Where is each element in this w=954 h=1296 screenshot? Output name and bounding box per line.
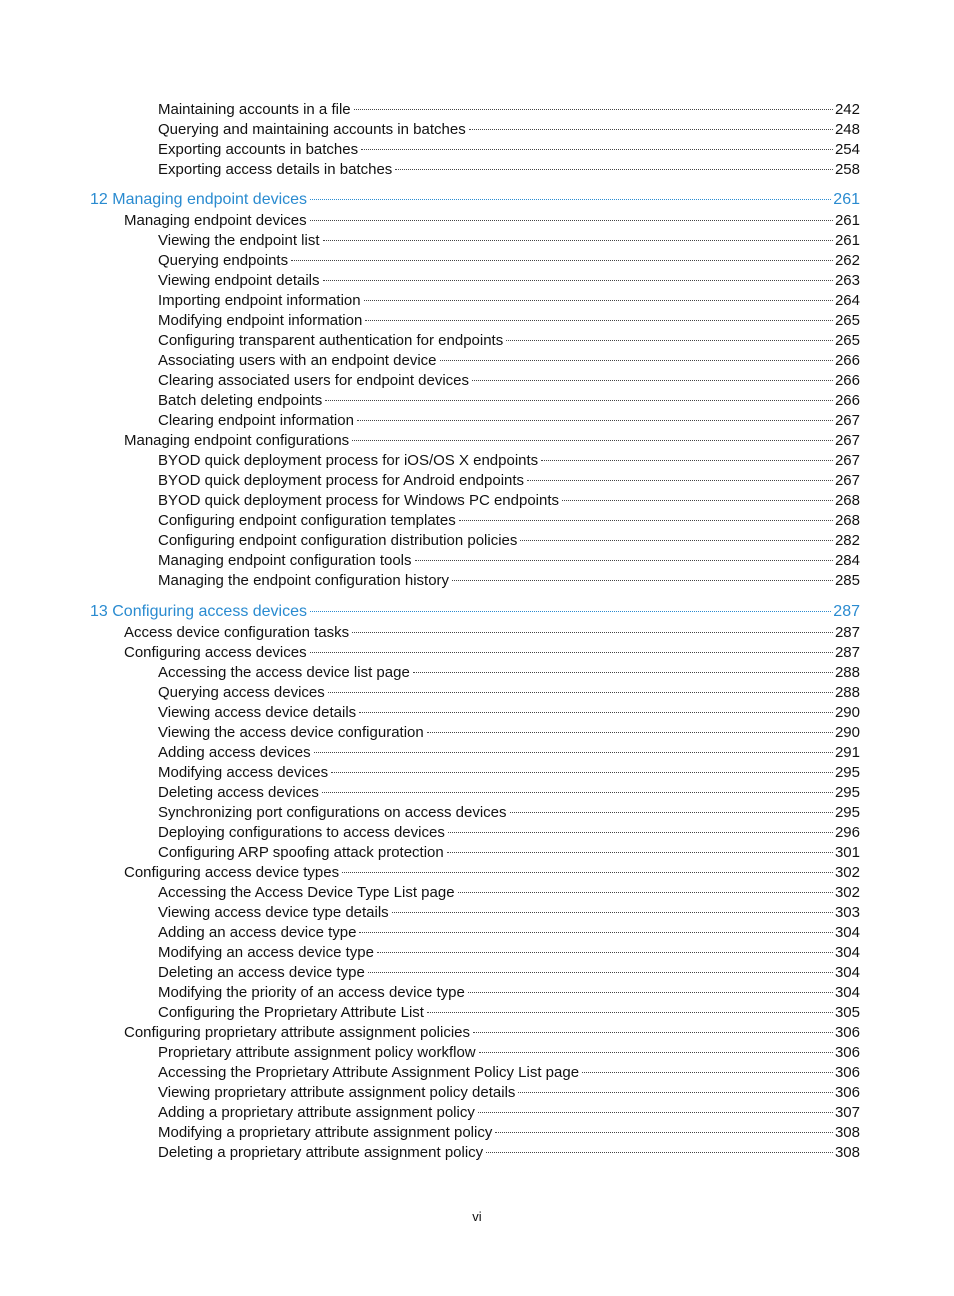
toc-subsection-entry[interactable]	[90, 511, 860, 531]
toc-dot-leader	[310, 199, 831, 200]
toc-entry-title: Deploying configurations to access devices	[158, 824, 445, 841]
toc-subsection-entry[interactable]	[90, 683, 860, 703]
toc-subsection-entry[interactable]	[90, 571, 860, 591]
toc-entry-title: Configuring ARP spoofing attack protection	[158, 844, 444, 861]
toc-entry-page: 261	[833, 191, 860, 208]
toc-subsection-entry[interactable]	[90, 531, 860, 551]
toc-subsection-entry[interactable]	[90, 351, 860, 371]
toc-subsection-entry[interactable]	[90, 663, 860, 683]
toc-entry-title: Accessing the access device list page	[158, 664, 410, 681]
toc-entry-title: 13 Configuring access devices	[90, 603, 308, 620]
toc-dot-leader	[518, 1092, 833, 1093]
toc-dot-leader	[415, 560, 833, 561]
toc-subsection-entry[interactable]	[90, 843, 860, 863]
toc-entry-title: Adding an access device type	[158, 924, 357, 941]
toc-entry-title: Configuring endpoint configuration distribution policies	[158, 532, 518, 549]
toc-subsection-entry[interactable]	[90, 763, 860, 783]
toc-subsection-entry[interactable]	[90, 100, 860, 120]
toc-entry-page: 288	[834, 684, 860, 701]
toc-subsection-entry[interactable]	[90, 1083, 860, 1103]
toc-dot-leader	[352, 632, 833, 633]
toc-entry-page: 284	[834, 552, 860, 569]
toc-entry-page: 303	[834, 904, 860, 921]
toc-dot-leader	[469, 129, 833, 130]
toc-dot-leader	[395, 169, 833, 170]
toc-section-entry[interactable]	[90, 1023, 860, 1043]
toc-dot-leader	[520, 540, 833, 541]
toc-entry-title: BYOD quick deployment process for iOS/OS X endpoints	[158, 452, 539, 469]
toc-entry-title: Importing endpoint information	[158, 292, 361, 309]
toc-dot-leader	[458, 892, 833, 893]
toc-entry-title: Managing endpoint configuration tools	[158, 552, 412, 569]
toc-entry-page: 267	[834, 412, 860, 429]
toc-entry-page: 302	[834, 884, 860, 901]
toc-entry-page: 258	[834, 161, 860, 178]
toc-entry-title: Clearing endpoint information	[158, 412, 354, 429]
toc-section-entry[interactable]	[90, 643, 860, 663]
toc-entry-page: 290	[834, 724, 860, 741]
toc-entry-title: Access device configuration tasks	[124, 624, 350, 641]
toc-dot-leader	[323, 240, 833, 241]
toc-dot-leader	[562, 500, 833, 501]
toc-entry-page: 254	[834, 141, 860, 158]
toc-entry-title: Viewing access device details	[158, 704, 357, 721]
toc-entry-page: 301	[834, 844, 860, 861]
toc-entry-title: Configuring proprietary attribute assignment policies	[124, 1024, 471, 1041]
toc-entry-page: 295	[834, 784, 860, 801]
toc-entry-page: 306	[834, 1084, 860, 1101]
toc-subsection-entry[interactable]	[90, 120, 860, 140]
toc-entry-page: 242	[834, 101, 860, 118]
toc-chapter-heading[interactable]	[90, 601, 860, 623]
toc-entry-title: Querying and maintaining accounts in batches	[158, 121, 466, 138]
toc-dot-leader	[325, 400, 833, 401]
toc-dot-leader	[323, 280, 833, 281]
toc-entry-page: 287	[833, 603, 860, 620]
toc-chapter-heading[interactable]	[90, 189, 860, 211]
toc-dot-leader	[359, 932, 833, 933]
toc-entry-title: Viewing proprietary attribute assignment policy details	[158, 1084, 516, 1101]
toc-entry-page: 291	[834, 744, 860, 761]
toc-entry-title: Configuring endpoint configuration templates	[158, 512, 456, 529]
toc-dot-leader	[368, 972, 833, 973]
toc-subsection-entry[interactable]	[90, 140, 860, 160]
toc-dot-leader	[322, 792, 833, 793]
toc-entry-title: Querying endpoints	[158, 252, 289, 269]
toc-entry-title: Modifying access devices	[158, 764, 329, 781]
toc-entry-title: 12 Managing endpoint devices	[90, 191, 308, 208]
toc-entry-page: 304	[834, 964, 860, 981]
toc-subsection-entry[interactable]	[90, 311, 860, 331]
toc-dot-leader	[447, 852, 833, 853]
toc-subsection-entry[interactable]	[90, 451, 860, 471]
toc-dot-leader	[365, 320, 833, 321]
toc-entry-title: Exporting accounts in batches	[158, 141, 359, 158]
toc-subsection-entry[interactable]	[90, 803, 860, 823]
toc-dot-leader	[427, 1012, 833, 1013]
toc-entry-page: 267	[834, 452, 860, 469]
toc-entry-title: Accessing the Proprietary Attribute Assignment Policy List page	[158, 1064, 580, 1081]
toc-entry-page: 287	[834, 624, 860, 641]
toc-subsection-entry[interactable]	[90, 271, 860, 291]
toc-dot-leader	[357, 420, 833, 421]
toc-subsection-entry[interactable]	[90, 371, 860, 391]
toc-entry-page: 288	[834, 664, 860, 681]
toc-entry-page: 296	[834, 824, 860, 841]
toc-entry-title: Associating users with an endpoint device	[158, 352, 437, 369]
toc-dot-leader	[510, 812, 833, 813]
toc-entry-page: 295	[834, 804, 860, 821]
toc-entry-title: Viewing endpoint details	[158, 272, 320, 289]
toc-entry-title: Modifying a proprietary attribute assignment policy	[158, 1124, 493, 1141]
toc-entry-title: BYOD quick deployment process for Windows PC endpoints	[158, 492, 560, 509]
toc-subsection-entry[interactable]	[90, 331, 860, 351]
toc-entry-page: 261	[834, 232, 860, 249]
toc-entry-page: 262	[834, 252, 860, 269]
toc-dot-leader	[459, 520, 833, 521]
toc-entry-title: Managing endpoint configurations	[124, 432, 350, 449]
toc-entry-page: 268	[834, 492, 860, 509]
toc-entry-title: Configuring the Proprietary Attribute List	[158, 1004, 424, 1021]
toc-entry-page: 265	[834, 312, 860, 329]
toc-subsection-entry[interactable]	[90, 903, 860, 923]
toc-section-entry[interactable]	[90, 863, 860, 883]
toc-dot-leader	[506, 340, 833, 341]
toc-entry-title: Modifying an access device type	[158, 944, 374, 961]
toc-entry-title: Maintaining accounts in a file	[158, 101, 351, 118]
toc-entry-page: 265	[834, 332, 860, 349]
toc-entry-title: Batch deleting endpoints	[158, 392, 323, 409]
toc-entry-page: 290	[834, 704, 860, 721]
toc-subsection-entry[interactable]	[90, 963, 860, 983]
toc-entry-page: 304	[834, 944, 860, 961]
toc-dot-leader	[541, 460, 833, 461]
toc-entry-title: Adding a proprietary attribute assignment policy	[158, 1104, 475, 1121]
toc-subsection-entry[interactable]	[90, 1143, 860, 1163]
toc-dot-leader	[448, 832, 833, 833]
toc-entry-page: 267	[834, 472, 860, 489]
toc-dot-leader	[479, 1052, 833, 1053]
toc-entry-title: Modifying endpoint information	[158, 312, 363, 329]
toc-dot-leader	[582, 1072, 833, 1073]
toc-entry-page: 306	[834, 1064, 860, 1081]
toc-subsection-entry[interactable]	[90, 723, 860, 743]
toc-section-entry[interactable]	[90, 211, 860, 231]
toc-entry-page: 302	[834, 864, 860, 881]
toc-entry-page: 266	[834, 392, 860, 409]
toc-subsection-entry[interactable]	[90, 1063, 860, 1083]
toc-entry-page: 285	[834, 572, 860, 589]
toc-entry-title: Configuring access devices	[124, 644, 307, 661]
table-of-contents	[90, 100, 860, 1163]
toc-entry-page: 263	[834, 272, 860, 289]
toc-subsection-entry[interactable]	[90, 783, 860, 803]
toc-dot-leader	[291, 260, 833, 261]
toc-entry-title: Configuring transparent authentication for endpoints	[158, 332, 504, 349]
toc-entry-page: 267	[834, 432, 860, 449]
toc-dot-leader	[527, 480, 833, 481]
toc-entry-page: 261	[834, 212, 860, 229]
toc-subsection-entry[interactable]	[90, 160, 860, 180]
toc-entry-page: 308	[834, 1124, 860, 1141]
toc-subsection-entry[interactable]	[90, 251, 860, 271]
toc-dot-leader	[473, 1032, 833, 1033]
toc-dot-leader	[364, 300, 833, 301]
toc-dot-leader	[452, 580, 833, 581]
toc-entry-title: Accessing the Access Device Type List page	[158, 884, 455, 901]
toc-entry-page: 295	[834, 764, 860, 781]
toc-dot-leader	[377, 952, 833, 953]
toc-dot-leader	[427, 732, 833, 733]
toc-section-entry[interactable]	[90, 623, 860, 643]
toc-subsection-entry[interactable]	[90, 1103, 860, 1123]
toc-dot-leader	[342, 872, 833, 873]
toc-dot-leader	[486, 1152, 833, 1153]
toc-subsection-entry[interactable]	[90, 823, 860, 843]
toc-dot-leader	[314, 752, 833, 753]
toc-entry-page: 282	[834, 532, 860, 549]
toc-entry-title: Clearing associated users for endpoint devices	[158, 372, 470, 389]
toc-subsection-entry[interactable]	[90, 1043, 860, 1063]
toc-entry-page: 266	[834, 352, 860, 369]
toc-entry-page: 307	[834, 1104, 860, 1121]
toc-entry-title: Adding access devices	[158, 744, 311, 761]
toc-dot-leader	[331, 772, 833, 773]
toc-section-entry[interactable]	[90, 431, 860, 451]
toc-entry-page: 304	[834, 984, 860, 1001]
toc-entry-page: 266	[834, 372, 860, 389]
toc-entry-title: Deleting an access device type	[158, 964, 365, 981]
toc-dot-leader	[440, 360, 833, 361]
toc-entry-page: 287	[834, 644, 860, 661]
toc-entry-title: Managing endpoint devices	[124, 212, 307, 229]
toc-entry-title: Exporting access details in batches	[158, 161, 393, 178]
toc-entry-title: Querying access devices	[158, 684, 325, 701]
toc-subsection-entry[interactable]	[90, 923, 860, 943]
toc-dot-leader	[310, 220, 833, 221]
toc-dot-leader	[468, 992, 833, 993]
toc-subsection-entry[interactable]	[90, 491, 860, 511]
toc-dot-leader	[392, 912, 833, 913]
toc-dot-leader	[310, 611, 831, 612]
toc-subsection-entry[interactable]	[90, 1123, 860, 1143]
toc-entry-page: 305	[834, 1004, 860, 1021]
page-number: vi	[472, 1209, 482, 1224]
toc-entry-title: Proprietary attribute assignment policy workflow	[158, 1044, 476, 1061]
toc-dot-leader	[352, 440, 833, 441]
toc-subsection-entry[interactable]	[90, 291, 860, 311]
toc-subsection-entry[interactable]	[90, 743, 860, 763]
toc-entry-page: 268	[834, 512, 860, 529]
toc-entry-page: 304	[834, 924, 860, 941]
toc-entry-title: Viewing access device type details	[158, 904, 389, 921]
toc-dot-leader	[478, 1112, 833, 1113]
toc-subsection-entry[interactable]	[90, 703, 860, 723]
toc-subsection-entry[interactable]	[90, 231, 860, 251]
toc-dot-leader	[495, 1132, 833, 1133]
toc-subsection-entry[interactable]	[90, 1003, 860, 1023]
toc-entry-title: Synchronizing port configurations on access devices	[158, 804, 507, 821]
toc-entry-title: Modifying the priority of an access device type	[158, 984, 465, 1001]
toc-entry-title: Deleting a proprietary attribute assignment policy	[158, 1144, 484, 1161]
toc-entry-page: 264	[834, 292, 860, 309]
toc-subsection-entry[interactable]	[90, 551, 860, 571]
toc-subsection-entry[interactable]	[90, 943, 860, 963]
toc-entry-title: Viewing the endpoint list	[158, 232, 320, 249]
toc-dot-leader	[328, 692, 833, 693]
toc-subsection-entry[interactable]	[90, 471, 860, 491]
toc-entry-title: Deleting access devices	[158, 784, 319, 801]
toc-entry-title: Configuring access device types	[124, 864, 340, 881]
toc-entry-page: 308	[834, 1144, 860, 1161]
toc-dot-leader	[472, 380, 833, 381]
toc-dot-leader	[354, 109, 833, 110]
toc-dot-leader	[310, 652, 833, 653]
toc-subsection-entry[interactable]	[90, 391, 860, 411]
toc-subsection-entry[interactable]	[90, 983, 860, 1003]
toc-entry-page: 248	[834, 121, 860, 138]
toc-dot-leader	[359, 712, 833, 713]
toc-dot-leader	[361, 149, 833, 150]
toc-entry-page: 306	[834, 1044, 860, 1061]
toc-entry-page: 306	[834, 1024, 860, 1041]
toc-dot-leader	[413, 672, 833, 673]
toc-entry-title: Managing the endpoint configuration history	[158, 572, 450, 589]
toc-entry-title: BYOD quick deployment process for Android endpoints	[158, 472, 525, 489]
toc-entry-title: Viewing the access device configuration	[158, 724, 424, 741]
toc-subsection-entry[interactable]	[90, 411, 860, 431]
toc-subsection-entry[interactable]	[90, 883, 860, 903]
